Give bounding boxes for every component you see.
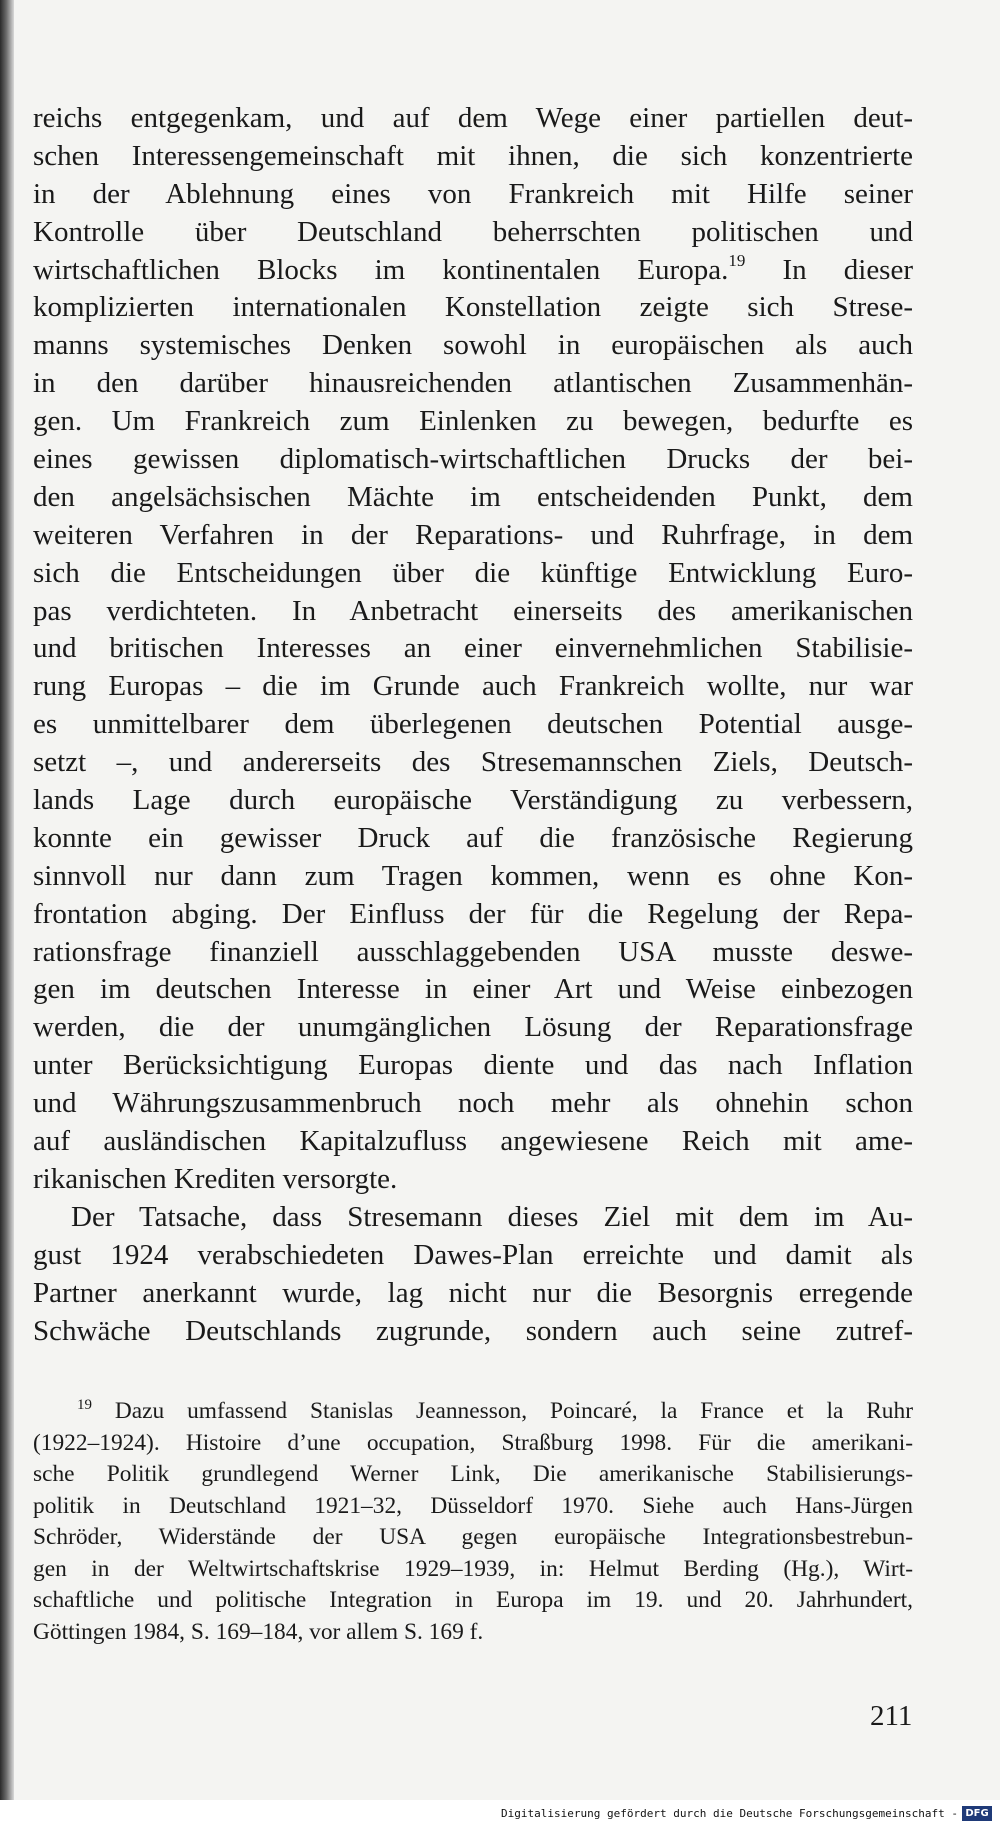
- body-line: in den darüber hinausreichenden atlantischen Zusammenhän-: [33, 367, 913, 400]
- body-line: gen. Um Frankreich zum Einlenken zu bewegen, bedurfte es: [33, 405, 913, 438]
- paragraph-start-line: Der Tatsache, dass Stresemann dieses Ziel mit dem im Au-: [71, 1200, 913, 1233]
- body-line: setzt –, und andererseits des Stresemannschen Ziels, Deutsch-: [33, 746, 913, 779]
- body-line: Kontrolle über Deutschland beherrschten politischen und: [33, 215, 913, 248]
- body-line: schen Interessengemeinschaft mit ihnen, die sich konzentrierte: [33, 139, 913, 172]
- body-line-with-footnote-ref: [33, 252, 913, 290]
- body-text: [33, 100, 913, 1350]
- body-line: unter Berücksichtigung Europas diente und das nach Inflation: [33, 1049, 913, 1082]
- body-line: rationsfrage finanziell ausschlaggebenden USA musste deswe-: [33, 935, 913, 968]
- body-line-part: wirtschaftlichen Blocks im kontinentalen Europa.: [33, 253, 729, 286]
- body-line: auf ausländischen Kapitalzufluss angewiesene Reich mit ame-: [33, 1125, 913, 1158]
- body-line: manns systemisches Denken sowohl in europäischen als auch: [33, 329, 913, 362]
- digitization-credit: Digitalisierung gefördert durch die Deutsche Forschungsgemeinschaft -: [501, 1807, 958, 1820]
- body-line: in der Ablehnung eines von Frankreich mit Hilfe seiner: [33, 177, 913, 210]
- body-line: pas verdichteten. In Anbetracht einerseits des amerikanischen: [33, 594, 913, 627]
- book-spine-shadow: [0, 0, 14, 1828]
- body-line: eines gewissen diplomatisch-wirtschaftlichen Drucks der bei-: [33, 443, 913, 476]
- body-line: und Währungszusammenbruch noch mehr als ohnehin schon: [33, 1087, 913, 1120]
- footnote-line: schaftliche und politische Integration in Europa im 19. und 20. Jahrhundert,: [33, 1587, 913, 1613]
- body-line: rung Europas – die im Grunde auch Frankreich wollte, nur war: [33, 670, 913, 703]
- footnote-line: (1922–1924). Histoire d’une occupation, Straßburg 1998. Für die amerikani-: [33, 1429, 913, 1456]
- page-number: 211: [870, 1700, 913, 1732]
- body-line: lands Lage durch europäische Verständigung zu verbessern,: [33, 784, 913, 817]
- body-line: reichs entgegenkam, und auf dem Wege einer partiellen deut-: [33, 102, 913, 134]
- body-line: Schwäche Deutschlands zugrunde, sondern auch seine zutref-: [33, 1314, 913, 1347]
- footnote-line-text: Dazu umfassend Stanislas Jeannesson, Poincaré, la France et la Ruhr: [92, 1398, 913, 1424]
- body-line: gen im deutschen Interesse in einer Art und Weise einbezogen: [33, 973, 913, 1006]
- body-line: sinnvoll nur dann zum Tragen kommen, wenn es ohne Kon-: [33, 859, 913, 892]
- body-line: den angelsächsischen Mächte im entscheidenden Punkt, dem: [33, 480, 913, 513]
- footnote-19: [33, 1396, 913, 1648]
- body-line: es unmittelbarer dem überlegenen deutschen Potential ausge-: [33, 708, 913, 741]
- footnote-number: 19: [77, 1397, 92, 1413]
- footnote-reference: 19: [728, 250, 746, 270]
- footnote-line: [33, 1396, 913, 1428]
- body-line: rikanischen Krediten versorgte.: [33, 1162, 398, 1195]
- body-line: konnte ein gewisser Druck auf die französische Regierung: [33, 821, 913, 854]
- body-line: Partner anerkannt wurde, lag nicht nur die Besorgnis erregende: [33, 1276, 913, 1309]
- footnote-line: politik in Deutschland 1921–32, Düsseldorf 1970. Siehe auch Hans-Jürgen: [33, 1492, 913, 1519]
- dfg-logo: DFG: [962, 1806, 992, 1821]
- body-line: gust 1924 verabschiedeten Dawes-Plan erreichte und damit als: [33, 1238, 913, 1271]
- footnote-line: Schröder, Widerstände der USA gegen europäische Integrationsbestrebun-: [33, 1524, 913, 1550]
- footnote-line: sche Politik grundlegend Werner Link, Die amerikanische Stabilisierungs-: [33, 1461, 913, 1487]
- body-line: frontation abging. Der Einfluss der für die Regelung der Repa-: [33, 897, 913, 930]
- footnote-line: gen in der Weltwirtschaftskrise 1929–1939, in: Helmut Berding (Hg.), Wirt-: [33, 1555, 913, 1582]
- body-line: komplizierten internationalen Konstellation zeigte sich Strese-: [33, 291, 913, 324]
- footnote-line: Göttingen 1984, S. 169–184, vor allem S. 169 f.: [33, 1618, 484, 1645]
- body-line: und britischen Interesses an einer einvernehmlichen Stabilisie-: [33, 632, 913, 665]
- digitization-credit-bar: [0, 1800, 1000, 1828]
- book-page: [14, 0, 1000, 1800]
- body-line: weiteren Verfahren in der Reparations- und Ruhrfrage, in dem: [33, 518, 913, 551]
- body-line: werden, die der unumgänglichen Lösung der Reparationsfrage: [33, 1011, 913, 1044]
- body-line: sich die Entscheidungen über die künftige Entwicklung Euro-: [33, 556, 913, 589]
- body-line-part: In dieser: [745, 253, 913, 286]
